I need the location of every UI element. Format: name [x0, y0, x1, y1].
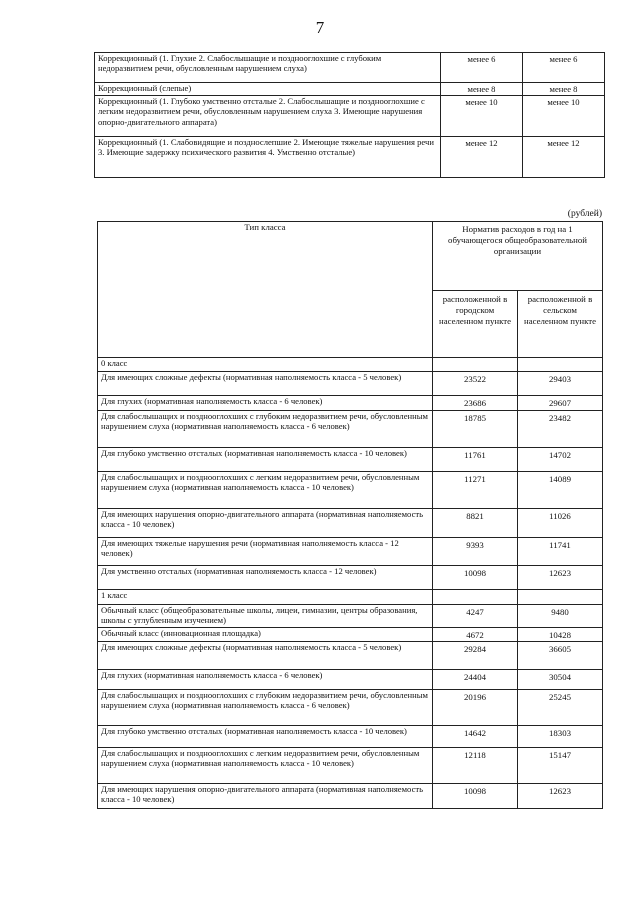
- empty-cell: [433, 590, 518, 605]
- row-label: Коррекционный (1. Глубоко умственно отсталые 2. Слабослышащие и позднооглохшие с легким недоразвитием речи, обусловленным нарушением слуха 3. Имеющие нарушения опорно-двигательного аппарата): [95, 96, 441, 137]
- rural-value: 25245: [518, 690, 603, 726]
- rural-value: менее 6: [523, 53, 605, 83]
- row-label: Обычный класс (инновационная площадка): [98, 628, 433, 642]
- row-label: Для глухих (нормативная наполняемость класса - 6 человек): [98, 396, 433, 411]
- city-value: 8821: [433, 509, 518, 538]
- table-row: [98, 628, 603, 642]
- table-row: [98, 784, 603, 809]
- city-value: 23686: [433, 396, 518, 411]
- header-norm: Норматив расходов в год на 1 обучающегося общеобразовательной организации: [433, 222, 603, 291]
- row-label: Для имеющих сложные дефекты (нормативная наполняемость класса - 5 человек): [98, 642, 433, 670]
- table-row: [98, 509, 603, 538]
- table-row: [98, 538, 603, 566]
- city-value: менее 6: [441, 53, 523, 83]
- table-row: [98, 396, 603, 411]
- rural-value: 15147: [518, 748, 603, 784]
- table-row: [98, 605, 603, 628]
- empty-cell: [518, 590, 603, 605]
- row-label: Для имеющих тяжелые нарушения речи (нормативная наполняемость класса - 12 человек): [98, 538, 433, 566]
- rural-value: 11026: [518, 509, 603, 538]
- row-label: Для глубоко умственно отсталых (нормативная наполняемость класса - 10 человек): [98, 726, 433, 748]
- row-label: Для имеющих сложные дефекты (нормативная наполняемость класса - 5 человек): [98, 372, 433, 396]
- city-value: 12118: [433, 748, 518, 784]
- city-value: 11271: [433, 472, 518, 509]
- rural-value: менее 8: [523, 83, 605, 96]
- empty-cell: [518, 358, 603, 372]
- row-label: Коррекционный (слепые): [95, 83, 441, 96]
- table-row: [98, 472, 603, 509]
- city-value: 20196: [433, 690, 518, 726]
- city-value: 11761: [433, 448, 518, 472]
- row-label: Для имеющих нарушения опорно-двигательного аппарата (нормативная наполняемость класса - 10 человек): [98, 784, 433, 809]
- top-table: [94, 52, 605, 178]
- cost-norms-table: [97, 221, 603, 809]
- rural-value: менее 10: [523, 96, 605, 137]
- row-label: Для слабослышащих и позднооглохших с легким недоразвитием речи, обусловленным нарушением слуха (нормативная наполняемость класса - 10 человек): [98, 472, 433, 509]
- header-city: расположенной в городском населенном пункте: [433, 291, 518, 358]
- city-value: менее 8: [441, 83, 523, 96]
- rural-value: 29403: [518, 372, 603, 396]
- rural-value: 12623: [518, 784, 603, 809]
- table-row: [98, 690, 603, 726]
- city-value: 4247: [433, 605, 518, 628]
- table-row: [98, 448, 603, 472]
- table-row: [98, 726, 603, 748]
- city-value: 4672: [433, 628, 518, 642]
- city-value: 29284: [433, 642, 518, 670]
- table-row: [95, 83, 605, 96]
- city-value: менее 10: [441, 96, 523, 137]
- table-row: [98, 642, 603, 670]
- section-row: [98, 358, 603, 372]
- rural-value: 9480: [518, 605, 603, 628]
- city-value: 10098: [433, 566, 518, 590]
- rural-value: менее 12: [523, 137, 605, 178]
- rural-value: 23482: [518, 411, 603, 448]
- table-row: [95, 96, 605, 137]
- city-value: 14642: [433, 726, 518, 748]
- section-label: 1 класс: [98, 590, 433, 605]
- header-rural: расположенной в сельском населенном пункте: [518, 291, 603, 358]
- rural-value: 12623: [518, 566, 603, 590]
- row-label: Для глухих (нормативная наполняемость класса - 6 человек): [98, 670, 433, 690]
- rural-value: 11741: [518, 538, 603, 566]
- rural-value: 14702: [518, 448, 603, 472]
- table-row: [95, 53, 605, 83]
- row-label: Коррекционный (1. Слабовидящие и позднослепшие 2. Имеющие тяжелые нарушения речи 3. Имеющие задержку психического развития 4. Умственно отсталые): [95, 137, 441, 178]
- row-label: Для умственно отсталых (нормативная наполняемость класса - 12 человек): [98, 566, 433, 590]
- row-label: Обычный класс (общеобразовательные школы, лицеи, гимназии, центры образования, школы с углубленным изучением): [98, 605, 433, 628]
- header-class-type: Тип класса: [98, 222, 433, 358]
- table-row: [98, 372, 603, 396]
- city-value: 9393: [433, 538, 518, 566]
- section-row: [98, 590, 603, 605]
- rural-value: 14089: [518, 472, 603, 509]
- table-row: [95, 137, 605, 178]
- row-label: Для слабослышащих и позднооглохших с глубоким недоразвитием речи, обусловленным нарушением слуха (нормативная наполняемость класса - 6 человек): [98, 411, 433, 448]
- unit-label: (рублей): [567, 209, 602, 219]
- rural-value: 36605: [518, 642, 603, 670]
- section-label: 0 класс: [98, 358, 433, 372]
- city-value: 10098: [433, 784, 518, 809]
- rural-value: 18303: [518, 726, 603, 748]
- row-label: Коррекционный (1. Глухие 2. Слабослышащие и позднооглохшие с глубоким недоразвитием речи, обусловленным нарушением слуха): [95, 53, 441, 83]
- empty-cell: [433, 358, 518, 372]
- row-label: Для имеющих нарушения опорно-двигательного аппарата (нормативная наполняемость класса - 10 человек): [98, 509, 433, 538]
- table-row: [98, 566, 603, 590]
- page-number: 7: [315, 18, 325, 37]
- row-label: Для слабослышащих и позднооглохших с легким недоразвитием речи, обусловленным нарушением слуха (нормативная наполняемость класса - 10 человек): [98, 748, 433, 784]
- city-value: 23522: [433, 372, 518, 396]
- table-row: [98, 670, 603, 690]
- row-label: Для глубоко умственно отсталых (нормативная наполняемость класса - 10 человек): [98, 448, 433, 472]
- rural-value: 29607: [518, 396, 603, 411]
- table-row: [98, 748, 603, 784]
- city-value: 18785: [433, 411, 518, 448]
- city-value: менее 12: [441, 137, 523, 178]
- rural-value: 10428: [518, 628, 603, 642]
- city-value: 24404: [433, 670, 518, 690]
- rural-value: 30504: [518, 670, 603, 690]
- table-row: [98, 411, 603, 448]
- row-label: Для слабослышащих и позднооглохших с глубоким недоразвитием речи, обусловленным нарушением слуха (нормативная наполняемость класса - 6 человек): [98, 690, 433, 726]
